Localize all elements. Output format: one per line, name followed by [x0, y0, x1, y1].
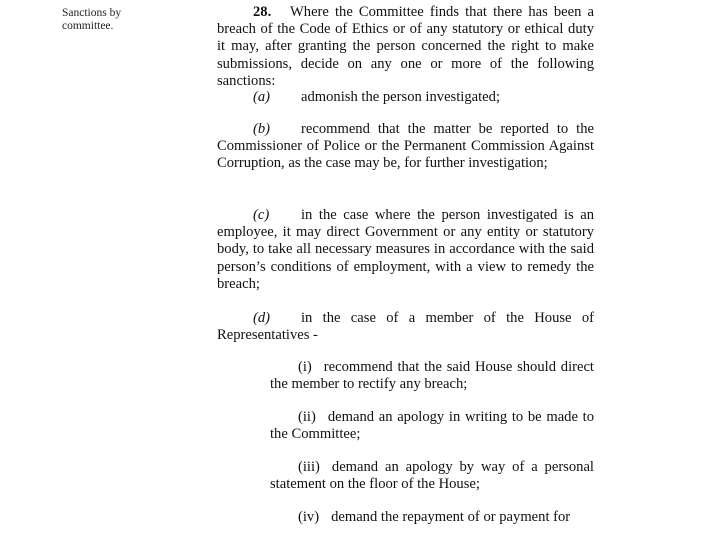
subitem-i: [270, 359, 594, 393]
subitem-ii: [270, 409, 594, 443]
item-a-label: (a): [253, 89, 271, 105]
item-d-text: in the case of a member of the House of Representatives -: [217, 310, 594, 344]
subitem-iii: [270, 459, 594, 493]
section-28-intro: [217, 4, 594, 90]
subitem-iv-label: (iv): [298, 509, 320, 525]
subitem-ii-text: demand an apology in writing to be made to the Committee;: [270, 409, 594, 443]
subitem-i-text: recommend that the said House should direct the member to rectify any breach;: [270, 359, 594, 393]
marginal-note: Sanctions by committee.: [62, 7, 122, 32]
item-c-text: in the case where the person investigated is an employee, it may direct Government or any entity or statutory body, to take all necessary measures in accordance with the said person’s conditions of employment, with a view to remedy the breach;: [217, 207, 594, 292]
subitem-i-label: (i): [298, 359, 312, 375]
section-intro-text: Where the Committee finds that there has been a breach of the Code of Ethics or of any statutory or ethical duty it may, after granting the person concerned the right to make submissions, decide on any one or more of the following sanctions:: [217, 4, 594, 89]
subitem-iv: [270, 509, 594, 526]
subitem-iii-label: (iii): [298, 459, 320, 475]
item-b-text: recommend that the matter be reported to the Commissioner of Police or the Permanent Commission Against Corruption, as the case may be, for further investigation;: [217, 121, 594, 172]
item-d-label: (d): [253, 310, 271, 326]
item-c-label: (c): [253, 207, 270, 223]
item-b-label: (b): [253, 121, 271, 137]
section-number: 28.: [253, 4, 272, 20]
subitem-iii-text: demand an apology by way of a personal statement on the floor of the House;: [270, 459, 594, 493]
item-d: [217, 310, 594, 344]
item-a: [217, 89, 594, 106]
item-c: [217, 207, 594, 293]
item-b: [217, 121, 594, 173]
item-a-text: admonish the person investigated;: [301, 89, 501, 105]
subitem-ii-label: (ii): [298, 409, 316, 425]
subitem-iv-text: demand the repayment of or payment for: [331, 509, 571, 525]
